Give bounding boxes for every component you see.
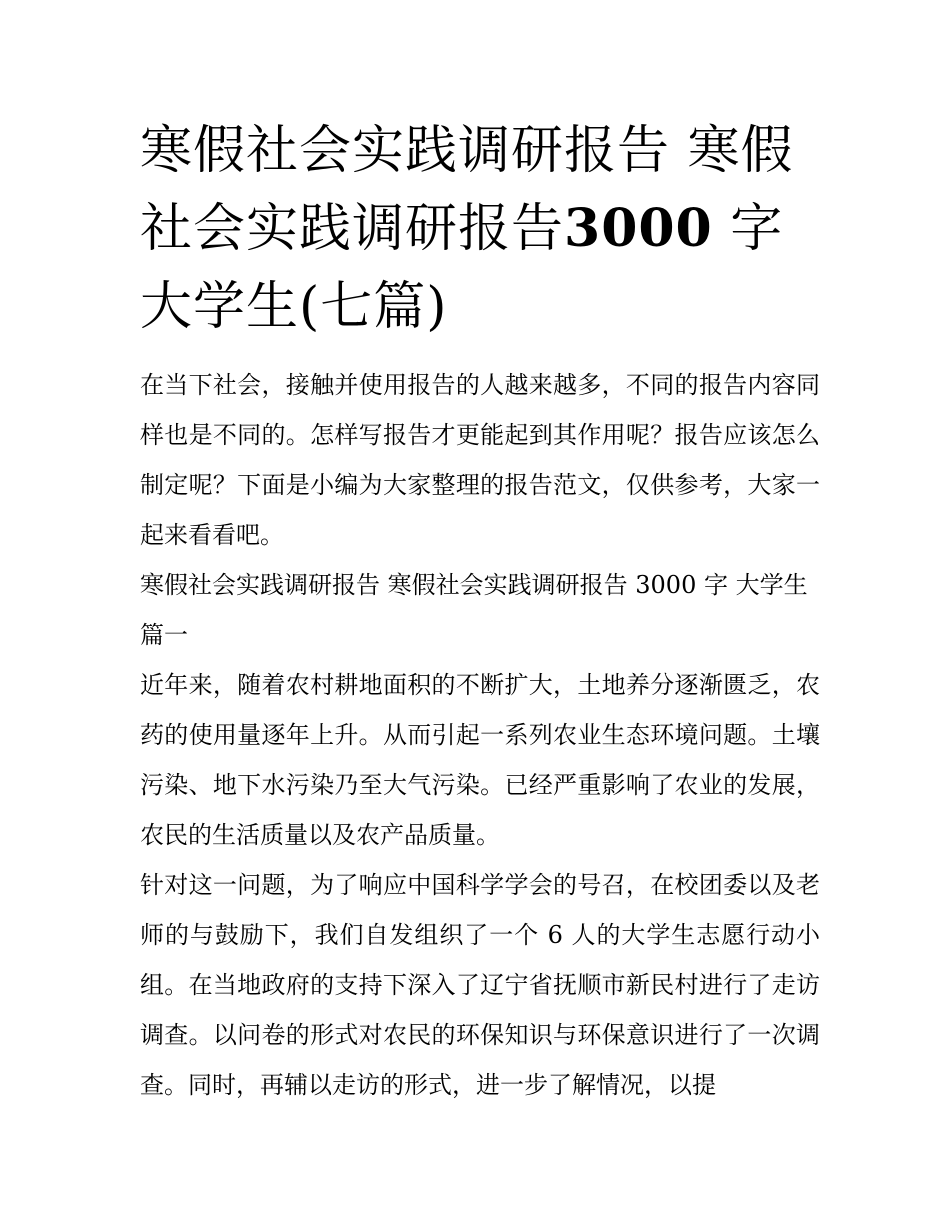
intro-paragraph: 在当下社会，接触并使用报告的人越来越多，不同的报告内容同样也是不同的。怎样写报告才更能起到其作用呢？报告应该怎么制定呢？下面是小编为大家整理的报告范文，仅供参考，大家一起来看看吧。 [140, 371, 820, 549]
section-heading: 寒假社会实践调研报告 寒假社会实践调研报告 3000 字 大学生 [140, 571, 808, 599]
title-number: 3000 [564, 198, 713, 259]
document-body [140, 112, 820, 1110]
title-text-part2: 字 大学生(七篇) [140, 199, 784, 337]
body-paragraph-2: 针对这一问题，为了响应中国科学学会的号召，在校团委以及老师的与鼓励下，我们自发组织了一个 6 人的大学生志愿行动小组。在当地政府的支持下深入了辽宁省抚顺市新民村进行了走访调查。以问卷的形式对农民的环保知识与环保意识进行了一次调查。同时，再辅以走访的形式，进一步了解情况，以提 [140, 871, 820, 1099]
document-title [140, 112, 820, 346]
title-text-part1: 寒假社会实践调研报告 寒假社会实践调研报告 [140, 121, 794, 259]
body-paragraph-1: 近年来，随着农村耕地面积的不断扩大，土地养分逐渐匮乏，农药的使用量逐年上升。从而引起一系列农业生态环境问题。土壤污染、地下水污染乃至大气污染。已经严重影响了农业的发展，农民的生活质量以及农产品质量。 [140, 671, 820, 849]
section-subheading: 篇一 [140, 621, 188, 649]
